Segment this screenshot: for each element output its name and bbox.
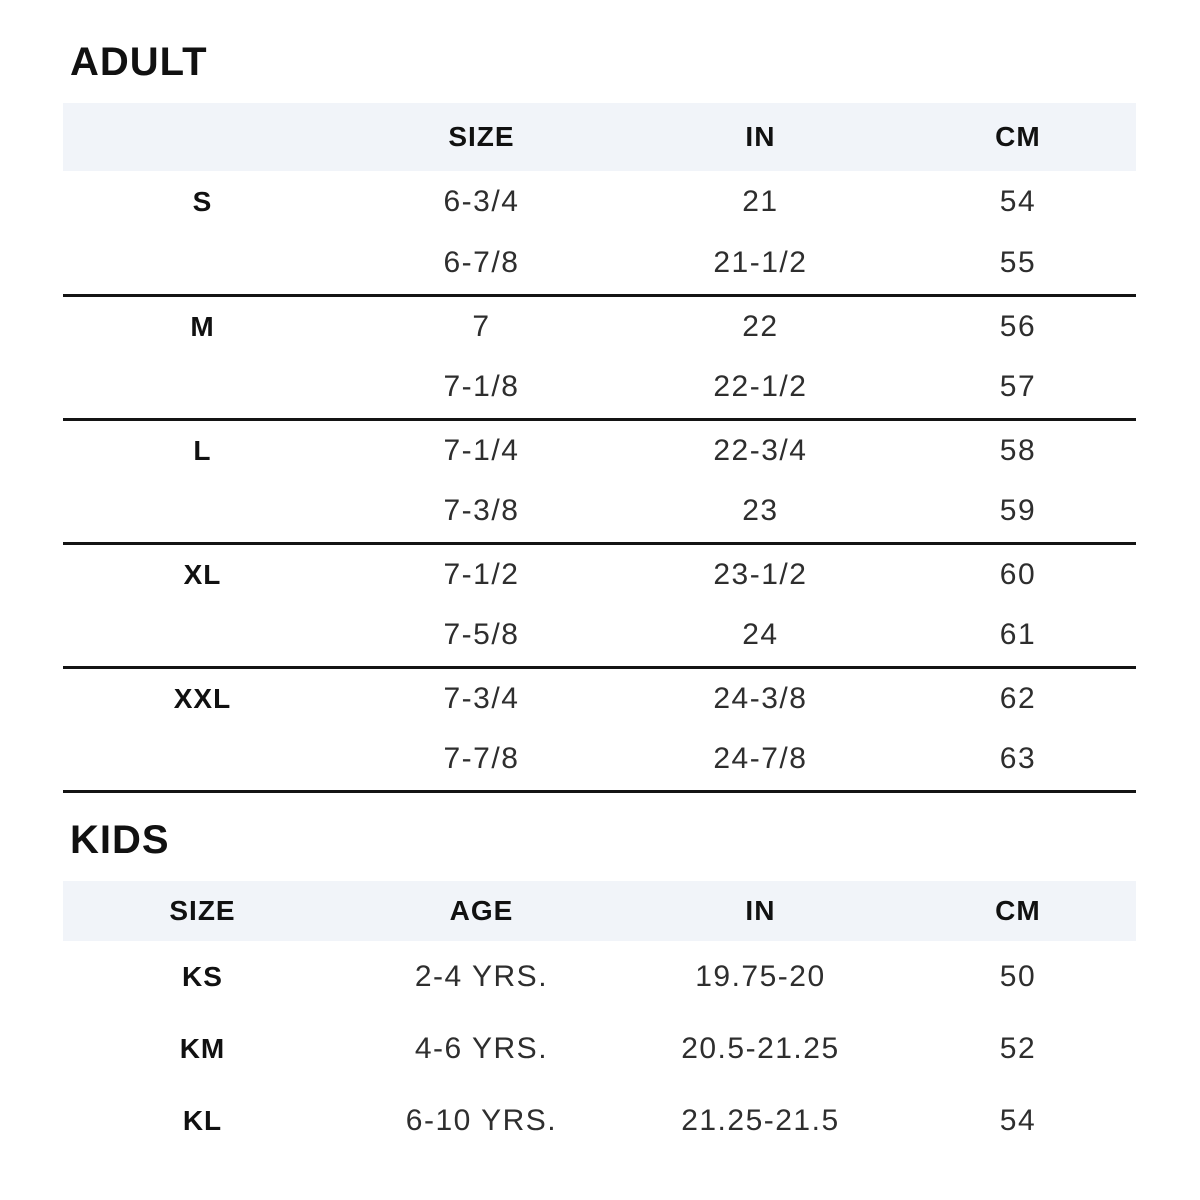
size-label-cell: KS [182, 960, 223, 992]
value-cell: 24 [621, 605, 900, 667]
table-row [63, 729, 1136, 791]
size-label-cell: S [192, 186, 213, 217]
value-cell: 21 [742, 185, 779, 218]
value-cell: 19.75-20 [695, 959, 826, 993]
value-cell: 61 [900, 605, 1136, 667]
value-cell: 7-5/8 [342, 605, 621, 667]
value-cell: 62 [999, 681, 1037, 715]
value-cell: 7 [472, 309, 491, 343]
kids-section [63, 817, 1136, 1157]
table-row [63, 233, 1136, 295]
size-label-cell [63, 605, 342, 667]
size-label-cell: KM [179, 1032, 226, 1064]
size-label-cell: KL [182, 1104, 223, 1136]
table-row [63, 171, 1136, 233]
value-cell: 4-6 YRS. [414, 1031, 549, 1065]
table-row [63, 543, 1136, 605]
size-label-cell: L [193, 434, 212, 466]
kids-header-in: IN [745, 894, 776, 926]
adult-section [63, 42, 1136, 793]
adult-header-cm: CM [995, 121, 1041, 152]
value-cell: 7-1/2 [443, 557, 520, 591]
adult-header-blank [63, 103, 342, 171]
table-row [63, 357, 1136, 419]
value-cell: 22-1/2 [621, 357, 900, 419]
size-label-cell: XXL [173, 682, 232, 714]
value-cell: 55 [900, 233, 1136, 295]
kids-header-row [63, 881, 1136, 941]
value-cell: 22-3/4 [713, 433, 808, 467]
table-row [63, 605, 1136, 667]
table-row [63, 941, 1136, 1013]
value-cell: 7-3/4 [443, 681, 520, 715]
adult-header-in: IN [745, 121, 776, 152]
value-cell: 20.5-21.25 [681, 1031, 840, 1065]
kids-size-table [63, 881, 1136, 1157]
value-cell: 63 [900, 729, 1136, 791]
value-cell: 59 [900, 481, 1136, 543]
kids-header-size: SIZE [169, 894, 236, 926]
size-label-cell: M [190, 310, 215, 342]
adult-header-size: SIZE [448, 121, 515, 152]
value-cell: 6-10 YRS. [405, 1103, 558, 1137]
table-row [63, 419, 1136, 481]
value-cell: 56 [999, 309, 1037, 343]
table-row [63, 295, 1136, 357]
table-row [63, 1085, 1136, 1157]
size-label-cell [63, 729, 342, 791]
value-cell: 54 [999, 185, 1037, 218]
adult-section-title: ADULT [70, 40, 208, 84]
adult-size-table [63, 103, 1136, 793]
value-cell: 23-1/2 [713, 557, 808, 591]
table-row [63, 481, 1136, 543]
value-cell: 50 [999, 959, 1037, 993]
size-label-cell [63, 357, 342, 419]
kids-header-age: AGE [449, 894, 514, 926]
value-cell: 60 [999, 557, 1037, 591]
value-cell: 23 [621, 481, 900, 543]
table-row [63, 667, 1136, 729]
value-cell: 7-1/8 [342, 357, 621, 419]
value-cell: 7-1/4 [443, 433, 520, 467]
value-cell: 21.25-21.5 [681, 1103, 840, 1137]
value-cell: 7-3/8 [342, 481, 621, 543]
table-row [63, 1013, 1136, 1085]
value-cell: 22 [742, 309, 779, 343]
value-cell: 57 [900, 357, 1136, 419]
value-cell: 6-7/8 [342, 233, 621, 295]
size-label-cell [63, 481, 342, 543]
value-cell: 2-4 YRS. [414, 959, 549, 993]
size-label-cell: XL [183, 558, 222, 590]
value-cell: 52 [999, 1031, 1037, 1065]
value-cell: 6-3/4 [443, 185, 520, 218]
kids-section-title: KIDS [70, 817, 170, 862]
adult-header-row [63, 103, 1136, 171]
value-cell: 24-3/8 [713, 681, 808, 715]
kids-header-cm: CM [995, 894, 1041, 926]
value-cell: 21-1/2 [621, 233, 900, 295]
value-cell: 24-7/8 [621, 729, 900, 791]
value-cell: 54 [999, 1103, 1037, 1137]
size-label-cell [63, 233, 342, 295]
value-cell: 58 [999, 433, 1037, 467]
value-cell: 7-7/8 [342, 729, 621, 791]
